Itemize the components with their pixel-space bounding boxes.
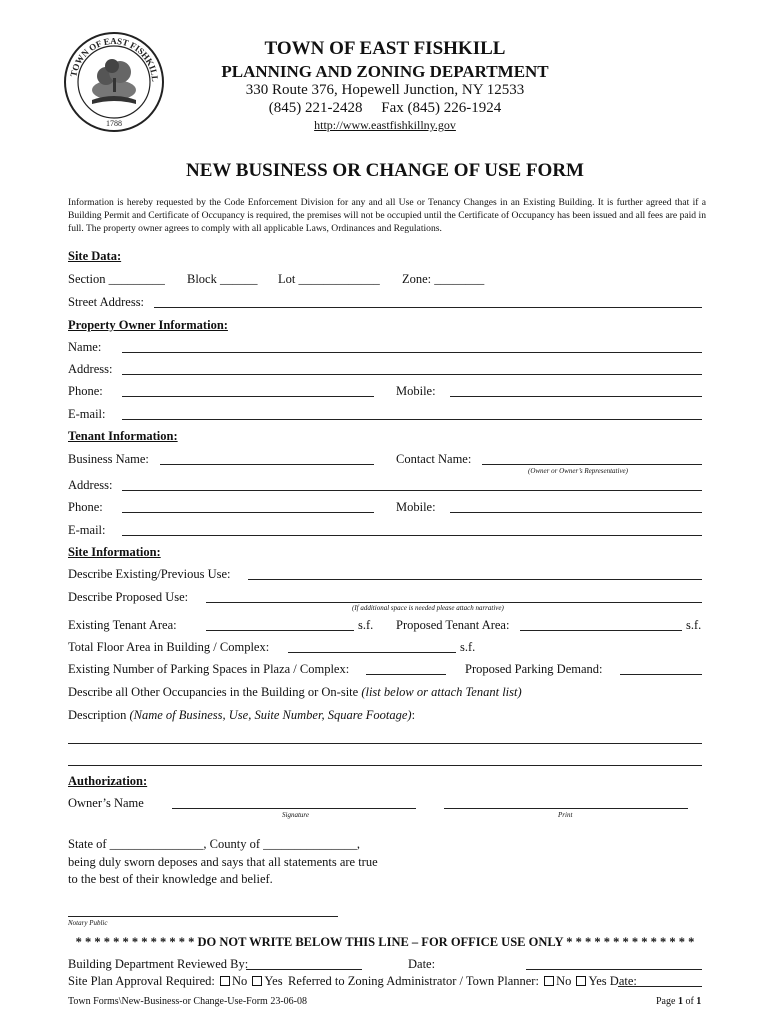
town-name: TOWN OF EAST FISHKILL: [264, 38, 506, 59]
owner-name-label: Name:: [68, 340, 102, 354]
parking-existing-field[interactable]: [366, 674, 446, 675]
description-line-2[interactable]: [68, 765, 702, 766]
site-plan-row: [68, 974, 283, 989]
tenant-address-field[interactable]: [122, 490, 702, 491]
description-line-1[interactable]: [68, 743, 702, 744]
department-name: PLANNING AND ZONING DEPARTMENT: [221, 62, 549, 81]
owner-name-auth-label: Owner’s Name: [68, 796, 144, 810]
site-data-heading: Site Data:: [68, 249, 122, 263]
parking-proposed-field[interactable]: [620, 674, 702, 675]
owner-email-label: E-mail:: [68, 407, 106, 421]
site-plan-label: Site Plan Approval Required:: [68, 974, 215, 988]
proposed-area-unit: s.f.: [686, 618, 702, 632]
business-name-field[interactable]: [160, 464, 374, 465]
owner-heading: Property Owner Information:: [68, 318, 228, 332]
signature-caption: Signature: [282, 811, 309, 819]
block-field[interactable]: Block ______: [187, 272, 258, 286]
form-title: NEW BUSINESS OR CHANGE OF USE FORM: [185, 160, 584, 181]
contact-name-note: (Owner or Owner’s Representative): [528, 467, 628, 475]
description-label: Description (Name of Business, Use, Suite Number, Square Footage):: [68, 708, 416, 722]
existing-area-field[interactable]: [206, 630, 354, 631]
referral-no-checkbox[interactable]: [544, 976, 554, 986]
total-floor-unit: s.f.: [460, 640, 476, 654]
tenant-email-field[interactable]: [122, 535, 702, 536]
authorization-heading: Authorization:: [68, 774, 148, 788]
tenant-email-label: E-mail:: [68, 523, 106, 537]
owner-print-field[interactable]: [444, 808, 688, 809]
contact-name-field[interactable]: [482, 464, 702, 465]
owner-phone-field[interactable]: [122, 396, 374, 397]
website-link[interactable]: http://www.eastfishkillny.gov: [314, 118, 456, 132]
sworn-statement-2: to the best of their knowledge and belief.: [68, 872, 273, 886]
review-date-label: Date:: [408, 957, 436, 971]
tenant-mobile-label: Mobile:: [396, 500, 436, 514]
existing-area-unit: s.f.: [358, 618, 374, 632]
owner-email-field[interactable]: [122, 419, 702, 420]
existing-use-field[interactable]: [248, 579, 702, 580]
tenant-phone-field[interactable]: [122, 512, 374, 513]
owner-mobile-label: Mobile:: [396, 384, 436, 398]
page-number: Page 1 of 1: [656, 996, 702, 1007]
site-plan-no-checkbox[interactable]: [220, 976, 230, 986]
tenant-address-label: Address:: [68, 478, 113, 492]
street-address-label: Street Address:: [68, 295, 145, 309]
department-address: 330 Route 376, Hopewell Junction, NY 12533: [245, 82, 525, 98]
department-phone-fax: (845) 221-2428 Fax (845) 226-1924: [268, 100, 502, 116]
existing-area-label: Existing Tenant Area:: [68, 618, 177, 632]
svg-text:TOWN OF EAST FISHKILL: TOWN OF EAST FISHKILL: [68, 35, 161, 83]
sworn-statement-1: being duly sworn deposes and says that all statements are true: [68, 855, 378, 869]
total-floor-field[interactable]: [288, 652, 456, 653]
section-field[interactable]: Section _________: [68, 272, 165, 286]
site-plan-no-label: No: [231, 974, 248, 988]
total-floor-label: Total Floor Area in Building / Complex:: [68, 640, 270, 654]
other-occupancies-label: Describe all Other Occupancies in the Building or On-site (list below or attach Tenant list): [68, 685, 522, 699]
state-county-line[interactable]: State of _______________, County of _______________,: [68, 837, 361, 851]
referral-label: Referred to Zoning Administrator / Town Planner:: [288, 974, 539, 988]
proposed-area-label: Proposed Tenant Area:: [396, 618, 510, 632]
proposed-use-field[interactable]: [206, 602, 702, 603]
site-info-heading: Site Information:: [68, 545, 161, 559]
parking-existing-label: Existing Number of Parking Spaces in Plaza / Complex:: [68, 662, 350, 676]
contact-name-label: Contact Name:: [396, 452, 472, 466]
office-use-banner: * * * * * * * * * * * * * DO NOT WRITE BELOW THIS LINE – FOR OFFICE USE ONLY * * * * * * * * * * * * * *: [75, 935, 695, 949]
tenant-mobile-field[interactable]: [450, 512, 702, 513]
referral-row: [288, 974, 637, 989]
owner-phone-label: Phone:: [68, 384, 103, 398]
zone-field[interactable]: Zone: ________: [402, 272, 485, 286]
print-caption: Print: [558, 811, 573, 819]
notary-signature-field[interactable]: [68, 916, 338, 917]
site-plan-yes-label: Yes: [264, 974, 283, 988]
business-name-label: Business Name:: [68, 452, 149, 466]
parking-proposed-label: Proposed Parking Demand:: [465, 662, 603, 676]
reviewed-by-field[interactable]: [246, 969, 362, 970]
notary-caption: Notary Public: [68, 919, 108, 927]
svg-text:1788: 1788: [106, 119, 122, 128]
referral-date-label: Date:: [609, 974, 637, 988]
tenant-heading: Tenant Information:: [68, 429, 178, 443]
intro-paragraph: Information is hereby requested by the Code Enforcement Division for any and all Use or Tenancy Changes in an Existing Building. It is further agreed that if a Building Permit and Certificate of Occupancy is required, the premises will not be occupied until the Certificate of Occupancy has been issued and all fees are paid in full. The property owner agrees to comply with all applicable Laws, Ordinances and Regulations.: [68, 197, 706, 234]
additional-space-note: (If additional space is needed please attach narrative): [352, 604, 504, 612]
referral-date-field[interactable]: [618, 986, 702, 987]
lot-field[interactable]: Lot _____________: [278, 272, 380, 286]
proposed-use-label: Describe Proposed Use:: [68, 590, 189, 604]
referral-no-label: No: [556, 974, 572, 988]
owner-name-field[interactable]: [122, 352, 702, 353]
form-path: Town Forms\New-Business-or Change-Use-Form 23-06-08: [68, 996, 307, 1007]
site-plan-yes-checkbox[interactable]: [252, 976, 262, 986]
tenant-phone-label: Phone:: [68, 500, 103, 514]
proposed-area-field[interactable]: [520, 630, 682, 631]
owner-address-field[interactable]: [122, 374, 702, 375]
owner-mobile-field[interactable]: [450, 396, 702, 397]
owner-signature-field[interactable]: [172, 808, 416, 809]
owner-address-label: Address:: [68, 362, 113, 376]
referral-yes-checkbox[interactable]: [576, 976, 586, 986]
referral-yes-label: Yes: [588, 974, 607, 988]
street-address-field[interactable]: [154, 307, 702, 308]
existing-use-label: Describe Existing/Previous Use:: [68, 567, 231, 581]
reviewed-by-label: Building Department Reviewed By:: [68, 957, 249, 971]
review-date-field[interactable]: [526, 969, 702, 970]
